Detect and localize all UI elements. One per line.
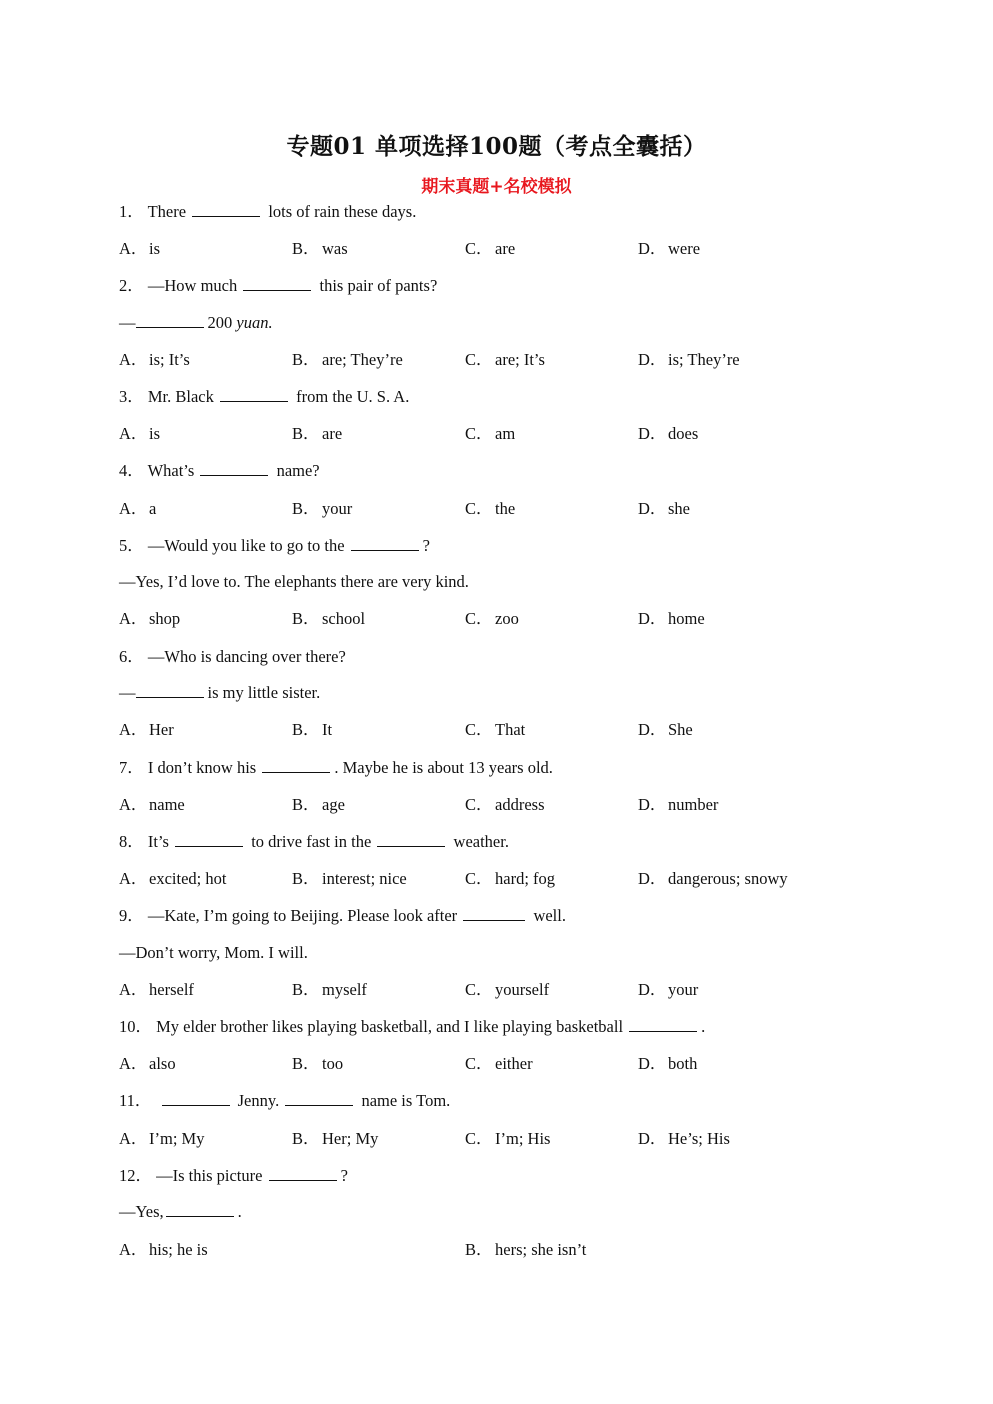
answer-blank [175,831,243,847]
question-text: weather. [453,832,509,851]
page-title: 专题01 单项选择100题（考点全囊括） [286,133,707,160]
option-d: D．your [638,980,699,999]
question-2-response: — 200 yuan. [119,313,273,332]
option-a: A．Her [119,720,174,739]
question-text: —Kate, I’m going to Beijing. Please look after [147,906,458,925]
option-c: C． either [465,1054,533,1073]
question-number: 9． [119,906,144,925]
question-9 [119,905,566,927]
question-number: 10． [119,1017,152,1036]
answer-blank [377,831,445,847]
answer-blank [166,1201,234,1217]
answer-blank [262,757,330,773]
question-text: —Who is dancing over there? [147,647,346,666]
option-d: D．number [638,795,719,814]
option-b: B． school [292,609,366,628]
answer-blank [269,1165,337,1181]
option-b: B． too [292,1054,344,1073]
question-text: to drive fast in the [251,832,372,851]
option-b: B． myself [292,980,367,999]
option-a: A．name [119,795,185,814]
option-c: C． are; It’s [465,350,545,369]
option-c: C． the [465,499,516,518]
question-text: from the U. S. A. [296,387,410,406]
option-a: A．a [119,499,157,518]
question-number: 12． [119,1166,152,1185]
answer-blank [463,905,525,921]
question-8 [119,831,509,853]
question-number: 2． [119,276,144,295]
option-a: A．his; he is [119,1240,208,1259]
answer-blank [285,1090,353,1106]
question-2 [119,275,437,297]
option-b: B． are [292,424,343,443]
answer-blank [200,460,268,476]
option-b: B． your [292,499,353,518]
question-7 [119,757,553,779]
option-c: C． yourself [465,980,550,999]
option-b: B． Her; My [292,1129,379,1148]
question-number: 4． [119,461,144,480]
question-text: What’s [147,461,195,480]
question-text: ? [340,1166,348,1185]
option-d: D．is; They’re [638,350,740,369]
option-c: C． are [465,239,516,258]
question-6 [119,646,346,668]
question-number: 8． [119,832,144,851]
option-b: B． It [292,720,333,739]
option-a: A．herself [119,980,194,999]
option-c: C． zoo [465,609,519,628]
option-b: B． age [292,795,345,814]
option-a: A．shop [119,609,181,628]
question-9-response: —Don’t worry, Mom. I will. [119,943,308,962]
question-11 [119,1090,450,1112]
option-b: B． interest; nice [292,869,407,888]
option-d: D．She [638,720,693,739]
question-text: Jenny. [237,1091,280,1110]
option-c: C． hard; fog [465,869,556,888]
option-b: B． hers; she isn’t [465,1240,587,1259]
question-text: There [147,202,187,221]
option-c: C． am [465,424,516,443]
answer-blank [162,1090,230,1106]
option-b: B． was [292,239,348,258]
question-text: name? [276,461,320,480]
question-number: 7． [119,758,144,777]
question-3 [119,386,409,408]
question-1 [119,201,416,223]
answer-blank [243,275,311,291]
option-a: A．is; It’s [119,350,190,369]
option-a: A．is [119,424,161,443]
question-text: name is Tom. [361,1091,451,1110]
question-12 [119,1165,348,1187]
question-number: 5． [119,536,144,555]
question-text: It’s [147,832,169,851]
option-a: A．is [119,239,161,258]
question-text: My elder brother likes playing basketball, and I like playing basketball [156,1017,624,1036]
question-12-response: —Yes, . [119,1202,242,1221]
question-text: I don’t know his [147,758,257,777]
option-a: A．excited; hot [119,869,227,888]
option-d: D．dangerous; snowy [638,869,788,888]
option-d: D．she [638,499,690,518]
question-text: ? [422,536,430,555]
question-6-response: — is my little sister. [119,683,321,702]
option-a: A．I’m; My [119,1129,205,1148]
question-10 [119,1016,705,1038]
question-number: 6． [119,647,144,666]
option-b: B． are; They’re [292,350,403,369]
option-d: D．home [638,609,705,628]
option-d: D．both [638,1054,698,1073]
option-d: D．were [638,239,701,258]
question-number: 1． [119,202,144,221]
question-number: 11． [119,1091,152,1110]
question-text: . Maybe he is about 13 years old. [334,758,553,777]
page-subtitle: 期末真题+名校模拟 [421,177,572,197]
answer-blank [136,682,204,698]
question-text: —How much [147,276,238,295]
answer-blank [192,201,260,217]
question-text: —Is this picture [156,1166,263,1185]
answer-blank [351,535,419,551]
option-c: C． address [465,795,545,814]
question-text: lots of rain these days. [268,202,417,221]
option-d: D．He’s; His [638,1129,730,1148]
option-c: C． That [465,720,526,739]
question-text: Mr. Black [147,387,214,406]
question-5 [119,535,430,557]
option-d: D．does [638,424,699,443]
answer-blank [136,312,204,328]
question-number: 3． [119,387,144,406]
question-5-response: —Yes, I’d love to. The elephants there are very kind. [119,572,469,591]
option-c: C． I’m; His [465,1129,551,1148]
answer-blank [629,1016,697,1032]
question-4 [119,460,320,482]
question-text: well. [533,906,566,925]
option-a: A．also [119,1054,176,1073]
question-text: . [701,1017,706,1036]
question-text: —Would you like to go to the [147,536,345,555]
answer-blank [220,386,288,402]
question-text: this pair of pants? [319,276,438,295]
